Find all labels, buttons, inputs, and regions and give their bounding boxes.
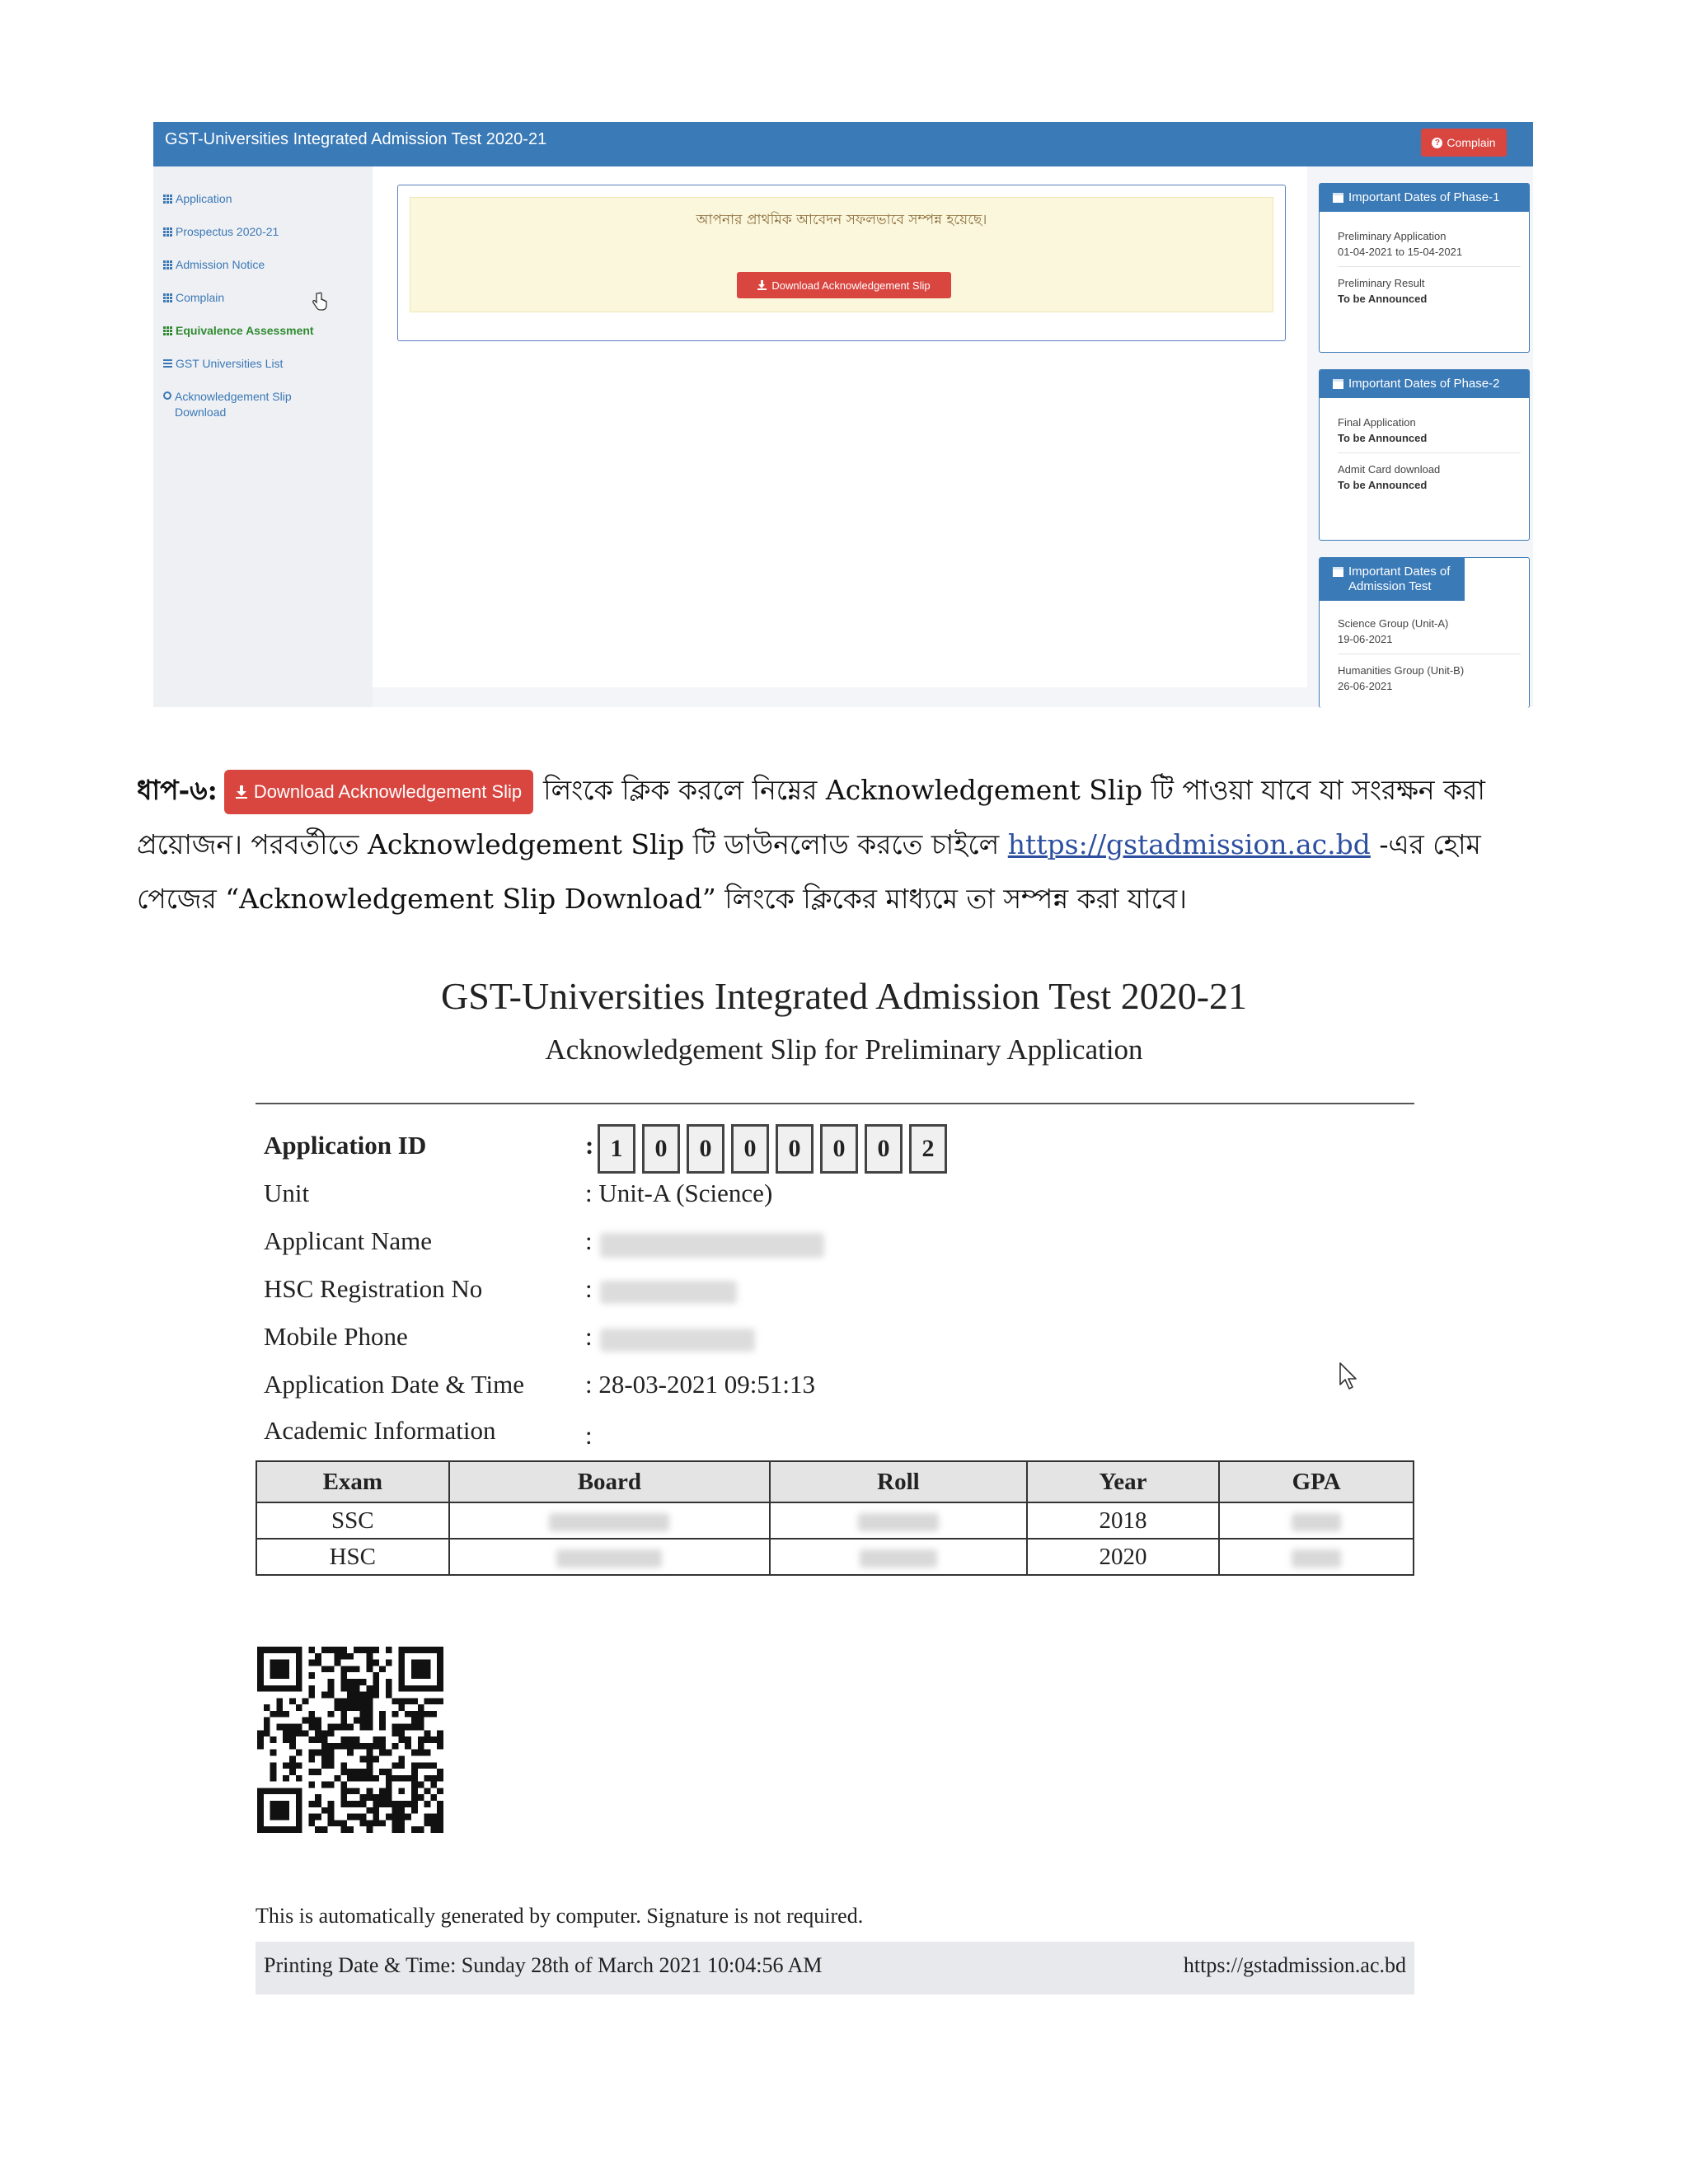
hand-cursor-icon (312, 292, 328, 312)
application-id-digit: 0 (642, 1124, 680, 1174)
mobile-phone-label: Mobile Phone (264, 1322, 408, 1351)
hsc-registration-label: HSC Registration No (264, 1274, 483, 1303)
step-label: ধাপ-৬: (137, 774, 218, 806)
header-gpa: GPA (1219, 1461, 1414, 1502)
slip-subtitle: Acknowledgement Slip for Preliminary Application (545, 1033, 1143, 1066)
website-screenshot (153, 122, 1533, 707)
sidebar-item-admission-notice[interactable]: Admission Notice (163, 257, 361, 273)
application-id-digit: 0 (687, 1124, 724, 1174)
complain-button[interactable]: ? Complain (1421, 129, 1507, 157)
date-row: Humanities Group (Unit-B) 26-06-2021 (1338, 664, 1465, 692)
board-cell (449, 1502, 770, 1539)
sidebar (153, 166, 373, 707)
instruction-paragraph (137, 763, 1535, 926)
year-cell: 2020 (1027, 1539, 1220, 1575)
download-icon (757, 280, 767, 290)
colon: : (585, 1274, 593, 1303)
header-year: Year (1027, 1461, 1220, 1502)
printing-date-time: Printing Date & Time: Sunday 28th of March 2021 10:04:56 AM (264, 1953, 823, 1977)
unit-label: Unit (264, 1179, 310, 1207)
divider (256, 1103, 1414, 1104)
sidebar-item-acknowledgement-slip-download[interactable]: Acknowledgement Slip Download (163, 389, 312, 420)
board-cell (449, 1539, 770, 1575)
date-row: Science Group (Unit-A) 19-06-2021 (1338, 607, 1521, 654)
gpa-cell (1219, 1502, 1414, 1539)
header-board: Board (449, 1461, 770, 1502)
application-id-digit: 0 (776, 1124, 814, 1174)
table-row (256, 1502, 1414, 1539)
phase2-dates-panel (1319, 369, 1530, 541)
phase1-dates-panel (1319, 183, 1530, 353)
main-content (373, 166, 1307, 687)
instruction-text-end: -এর হোম পেজের “Acknowledgement Slip Download” লিংকে ক্লিকের মাধ্যমে তা সম্পন্ন করা যাবে। (137, 828, 1481, 915)
redacted-roll (860, 1549, 937, 1568)
grid-icon (163, 227, 172, 237)
grid-icon (163, 194, 172, 204)
table-row (256, 1539, 1414, 1575)
colon: : (585, 1226, 593, 1255)
calendar-icon (1333, 193, 1343, 203)
academic-information-label: Academic Information (264, 1416, 496, 1445)
site-title: GST-Universities Integrated Admission Test 2020-21 (165, 130, 547, 148)
redacted-board (556, 1549, 662, 1568)
gst-admission-link[interactable]: https://gstadmission.ac.bd (1007, 828, 1371, 860)
table-header-row (256, 1461, 1414, 1502)
header-exam: Exam (256, 1461, 449, 1502)
year-cell: 2018 (1027, 1502, 1220, 1539)
unit-value: : Unit-A (Science) (585, 1179, 773, 1207)
panel-header: Important Dates of Admission Test (1320, 558, 1465, 601)
slip-title: GST-Universities Integrated Admission Test 2020-21 (440, 975, 1248, 1017)
application-id-digit: 0 (865, 1124, 903, 1174)
success-message: আপনার প্রাথমিক আবেদন সফলভাবে সম্পন্ন হয়েছে। (696, 212, 987, 228)
sidebar-item-gst-universities-list[interactable]: GST Universities List (163, 356, 361, 372)
academic-table (256, 1460, 1414, 1576)
download-icon (236, 785, 247, 799)
grid-icon (163, 293, 172, 302)
application-id-digit: 0 (820, 1124, 858, 1174)
grid-icon (163, 326, 172, 335)
list-icon (163, 359, 172, 368)
application-id-label: Application ID (264, 1131, 427, 1160)
date-row: Admit Card download To be Announced (1338, 463, 1441, 491)
sidebar-item-complain[interactable]: Complain (163, 290, 361, 306)
date-row: Final Application To be Announced (1338, 406, 1521, 453)
download-acknowledgement-slip-button-image: Download Acknowledgement Slip (224, 770, 533, 814)
redacted-mobile (600, 1329, 755, 1352)
redacted-name (600, 1233, 824, 1258)
redacted-board (549, 1513, 669, 1531)
question-icon: ? (1432, 138, 1442, 148)
date-row: Preliminary Application 01-04-2021 to 15-04-2021 (1338, 220, 1521, 267)
applicant-name-label: Applicant Name (264, 1226, 433, 1255)
sidebar-item-prospectus[interactable]: Prospectus 2020-21 (163, 224, 361, 240)
application-date-label: Application Date & Time (264, 1370, 525, 1399)
redacted-roll (858, 1513, 939, 1531)
download-acknowledgement-slip-button[interactable]: Download Acknowledgement Slip (737, 272, 951, 298)
notice-frame (397, 185, 1286, 341)
arrow-cursor-icon (1339, 1361, 1360, 1391)
colon: : (585, 1322, 593, 1351)
roll-cell (770, 1539, 1027, 1575)
sidebar-item-application[interactable]: Application (163, 191, 361, 207)
printing-footer (256, 1942, 1414, 1994)
exam-cell: HSC (256, 1539, 449, 1575)
colon: : (585, 1131, 594, 1160)
application-id-digit: 2 (909, 1124, 947, 1174)
sidebar-item-equivalence-assessment[interactable]: Equivalence Assessment (163, 323, 361, 339)
instruction-text: লিংকে ক্লিক করলে নিম্নের Acknowledgement Slip টি পাওয়া যাবে যা সংরক্ষন করা প্রয়োজন। পরবর্তীতে Acknowledgement Slip টি ডাউনলোড করতে চাইলে (137, 774, 1485, 860)
exam-cell: SSC (256, 1502, 449, 1539)
calendar-icon (1333, 567, 1343, 577)
calendar-icon (1333, 379, 1343, 389)
header-bar (153, 122, 1533, 166)
panel-header: Important Dates of Phase-2 (1320, 370, 1529, 398)
colon: : (585, 1421, 593, 1450)
panel-header: Important Dates of Phase-1 (1320, 184, 1529, 212)
header-roll: Roll (770, 1461, 1027, 1502)
application-id-digit: 1 (598, 1124, 635, 1174)
application-id-digit: 0 (731, 1124, 769, 1174)
download-circle-icon (163, 391, 171, 400)
redacted-registration (600, 1281, 737, 1304)
application-date-value: : 28-03-2021 09:51:13 (585, 1370, 815, 1399)
date-row: Preliminary Result To be Announced (1338, 277, 1428, 305)
redacted-gpa (1292, 1549, 1341, 1568)
gpa-cell (1219, 1539, 1414, 1575)
admission-test-dates-panel (1319, 557, 1530, 708)
roll-cell (770, 1502, 1027, 1539)
qr-code-icon (252, 1647, 448, 1833)
grid-icon (163, 260, 172, 269)
redacted-gpa (1292, 1513, 1341, 1531)
success-notice (410, 197, 1273, 312)
auto-generated-note: This is automatically generated by computer. Signature is not required. (256, 1904, 864, 1928)
footer-site-url: https://gstadmission.ac.bd (1183, 1953, 1406, 1977)
